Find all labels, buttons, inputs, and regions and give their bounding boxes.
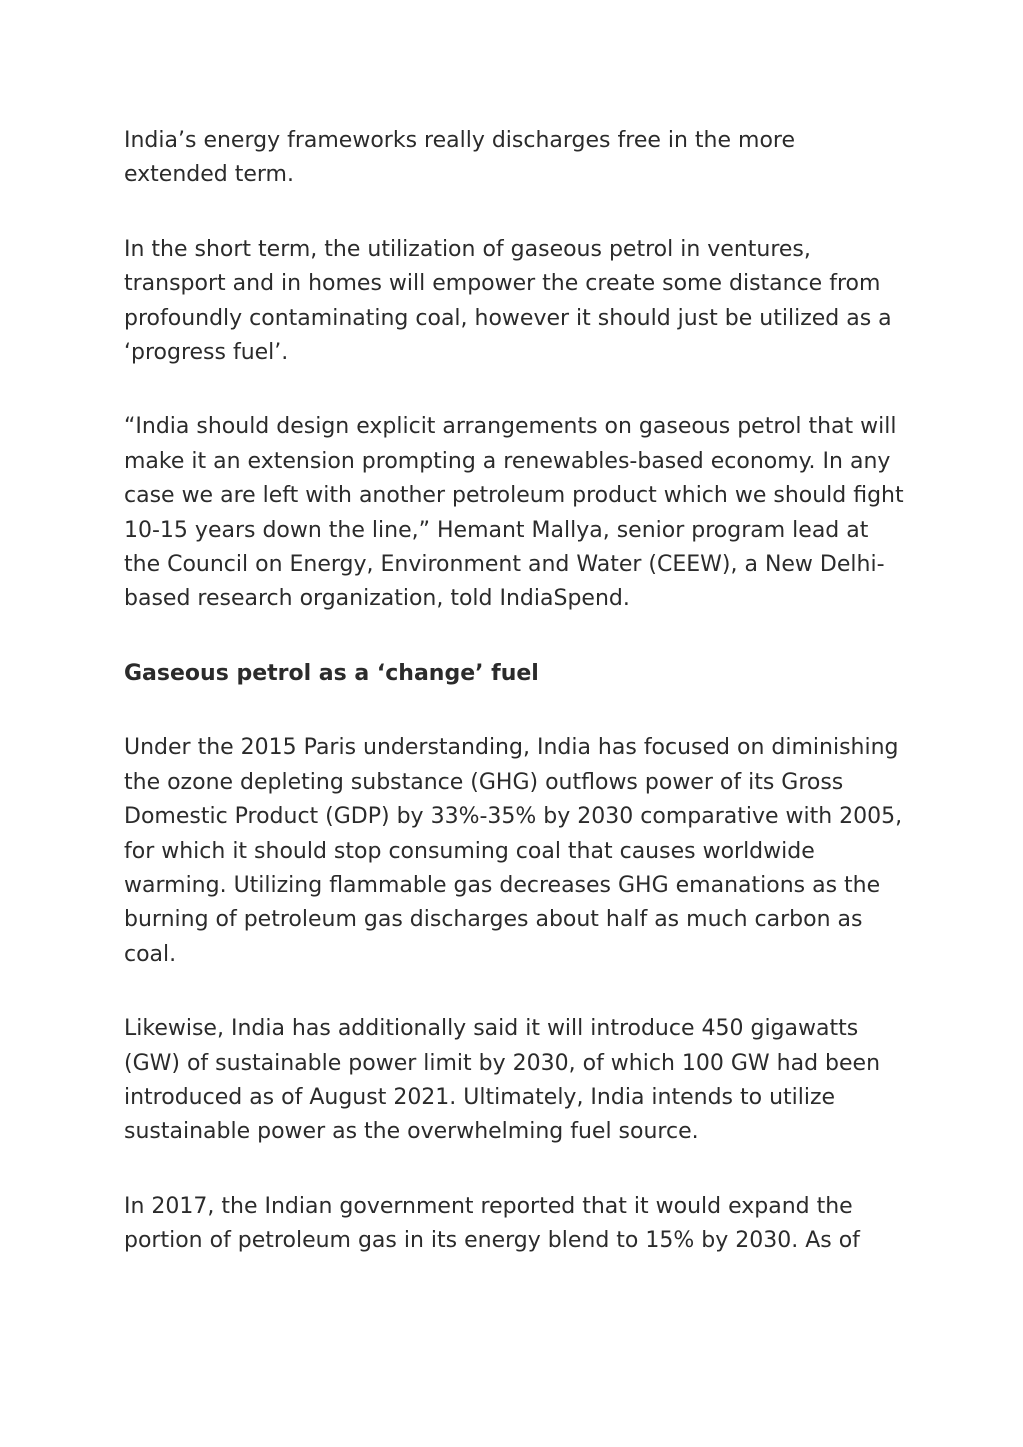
paragraph-energy-frameworks: India’s energy frameworks really discharges free in the more extended term. (124, 128, 796, 188)
section-heading: Gaseous petrol as a ‘change’ fuel (124, 660, 539, 686)
paragraph-quote-mallya: “India should design explicit arrangements on gaseous petrol that will make it an extension prompting a renewables-based economy. In any case we are left with another petroleum product which we should fight 10-15 years down the line,” Hemant Mallya, senior program lead at the Council on Energy, Environment and Water (CEEW), a New Delhi-based research organization, told IndiaSpend. (124, 414, 904, 612)
article-body (124, 124, 904, 1299)
paragraph-gas-share-2017: In 2017, the Indian government reported that it would expand the portion of petroleum gas in its energy blend to 15% by 2030. As of (124, 1193, 860, 1254)
paragraph-paris-agreement: Under the 2015 Paris understanding, India has focused on diminishing the ozone depleting substance (GHG) outflows power of its Gross Domestic Product (GDP) by 33%-35% by 2030 comparative with 2005, for which it should stop consuming coal that causes worldwide warming. Utilizing flammable gas decreases GHG emanations as the burning of petroleum gas discharges about half as much carbon as coal. (124, 735, 903, 967)
paragraph-renewable-capacity: Likewise, India has additionally said it will introduce 450 gigawatts (GW) of sustainable power limit by 2030, of which 100 GW had been introduced as of August 2021. Ultimately, India intends to utilize sustainable power as the overwhelming fuel source. (124, 1016, 881, 1145)
paragraph-short-term: In the short term, the utilization of gaseous petrol in ventures, transport and in homes will empower the create some distance from profoundly contaminating coal, however it should just be utilized as a ‘progress fuel’. (124, 236, 892, 366)
